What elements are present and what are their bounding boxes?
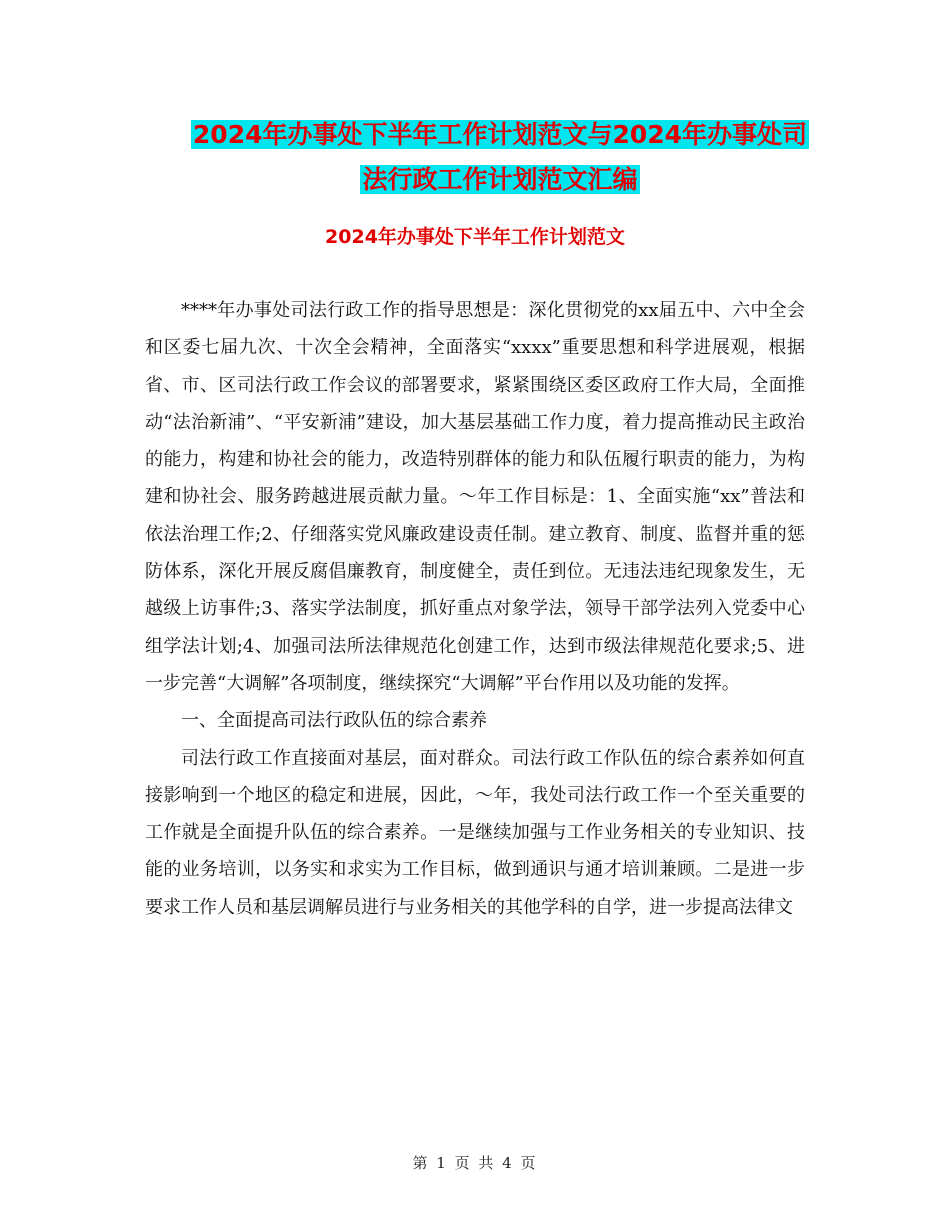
document-title <box>130 112 870 202</box>
section-title: 2024年办事处下半年工作计划范文 <box>325 226 625 248</box>
paragraph-heading-1: 一、全面提高司法行政队伍的综合素养 <box>181 710 487 732</box>
body-text <box>145 292 805 926</box>
title-line-2 <box>130 157 870 202</box>
page-number: 第 1 页 共 4 页 <box>412 1154 538 1172</box>
title-line-1 <box>130 112 870 157</box>
title-line-2-text: 法行政工作计划范文汇编 <box>362 165 638 194</box>
page-footer <box>0 1152 950 1173</box>
title-line-1-text: 2024年办事处下半年工作计划范文与2024年办事处司 <box>192 120 808 149</box>
paragraph-body-1: 司法行政工作直接面对基层，面对群众。司法行政工作队伍的综合素养如何直接影响到一个地区的稳定和进展，因此，～年，我处司法行政工作一个至关重要的工作就是全面提升队伍的综合素养。一是继续加强与工作业务相关的专业知识、技能的业务培训，以务实和求实为工作目标，做到通识与通才培训兼顾。二是进一步要求工作人员和基层调解员进行与业务相关的其他学科的自学，进一步提高法律文 <box>145 747 805 918</box>
paragraph-intro: ****年办事处司法行政工作的指导思想是：深化贯彻党的xx届五中、六中全会和区委七届九次、十次全会精神，全面落实“xxxx”重要思想和科学进展观，根据省、市、区司法行政工作会议的部署要求，紧紧围绕区委区政府工作大局，全面推动“法治新浦”、“平安新浦”建设，加大基层基础工作力度，着力提高推动民主政治的能力，构建和协社会的能力，改造特别群体的能力和队伍履行职责的能力，为构建和协社会、服务跨越进展贡献力量。～年工作目标是：1、全面实施“xx”普法和依法治理工作;2、仔细落实党风廉政建设责任制。建立教育、制度、监督并重的惩防体系，深化开展反腐倡廉教育，制度健全，责任到位。无违法违纪现象发生，无越级上访事件;3、落实学法制度，抓好重点对象学法，领导干部学法列入党委中心组学法计划;4、加强司法所法律规范化创建工作，达到市级法律规范化要求;5、进一步完善“大调解”各项制度，继续探究“大调解”平台作用以及功能的发挥。 <box>145 300 805 694</box>
